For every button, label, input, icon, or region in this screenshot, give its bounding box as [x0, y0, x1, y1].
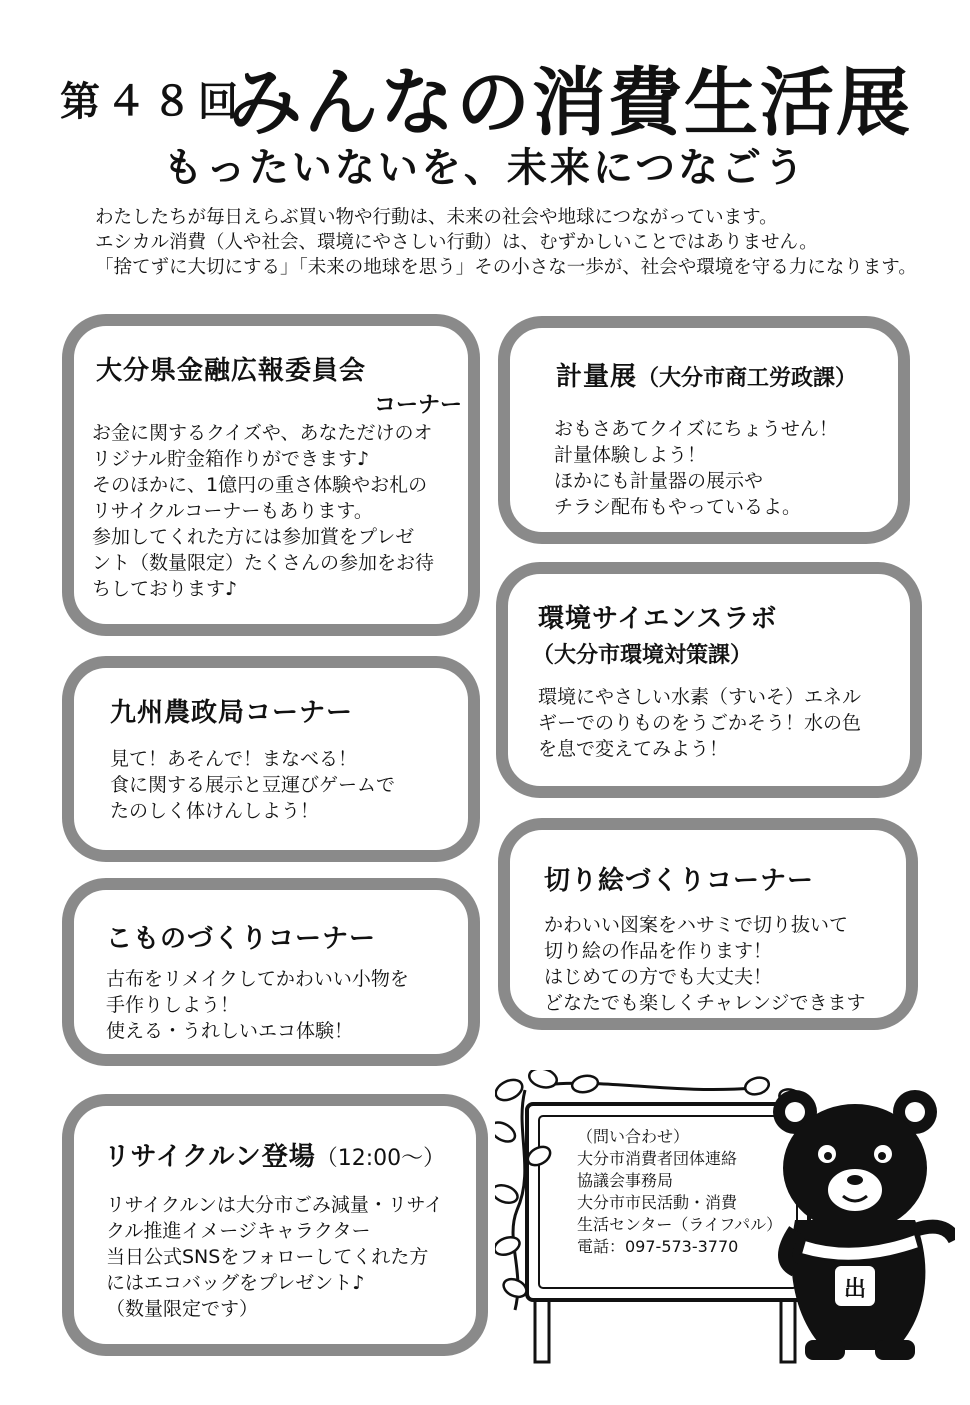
body-line: 参加してくれた方には参加賞をプレゼ — [92, 526, 415, 548]
page-subtitle: もったいないを、未来につなごう — [162, 145, 808, 191]
kyushu-corner-box — [62, 656, 480, 862]
body-line: （数量限定です） — [106, 1298, 259, 1320]
science-lab-dept: （大分市環境対策課） — [532, 643, 753, 668]
komono-corner-box — [62, 878, 480, 1066]
body-line: リサイクルコーナーもあります。 — [92, 500, 373, 522]
kirie-corner-box — [498, 818, 918, 1030]
kyushu-corner-title: 九州農政局コーナー — [110, 698, 354, 728]
intro-line: わたしたちが毎日えらぶ買い物や行動は、未来の社会や地球につながっています。 — [95, 207, 778, 228]
bear-mascot — [773, 1090, 955, 1360]
body-line: かわいい図案をハサミで切り抜いて — [544, 914, 849, 936]
body-line: ちしております♪ — [92, 578, 238, 600]
kirie-corner-body — [544, 912, 865, 1016]
measure-exhibit-dept: （大分市商工労政課） — [637, 366, 858, 391]
measure-exhibit-box — [498, 316, 910, 544]
body-line: 当日公式SNSをフォローしてくれた方 — [106, 1246, 429, 1268]
edition-label: 第４８回 — [60, 79, 244, 125]
contact-line: 大分市消費者団体連絡 — [577, 1149, 738, 1168]
science-lab-box — [496, 562, 922, 798]
body-line: を息で変えてみよう！ — [538, 738, 729, 760]
intro-line: 「捨てずに大切にする」「未来の地球を思う」その小さな一歩が、社会や環境を守る力になります。 — [95, 257, 917, 278]
body-line: ほかにも計量器の展示や — [554, 470, 764, 492]
body-line: 手作りしよう！ — [106, 994, 240, 1016]
body-line: 使える・うれしいエコ体験！ — [106, 1020, 354, 1042]
kirie-corner-title: 切り絵づくりコーナー — [544, 866, 815, 896]
title-row — [60, 38, 940, 146]
finance-corner-title: 大分県金融広報委員会 — [96, 356, 367, 386]
science-lab-title: 環境サイエンスラボ — [538, 604, 778, 634]
measure-exhibit-name: 計量展 — [556, 362, 638, 392]
body-line: たのしく体けんしよう！ — [110, 800, 320, 822]
recyclun-box — [62, 1094, 488, 1356]
body-line: リサイクルンは大分市ごみ減量・リサイ — [106, 1194, 444, 1216]
contact-line: 協議会事務局 — [577, 1171, 674, 1190]
contact-phone: 電話：097-573-3770 — [577, 1237, 739, 1256]
measure-exhibit-body — [554, 416, 838, 520]
body-line: 古布をリメイクしてかわいい小物を — [106, 968, 409, 990]
body-line: どなたでも楽しくチャレンジできます — [544, 992, 866, 1014]
body-line: クル推進イメージキャラクター — [106, 1220, 371, 1242]
intro-text — [95, 205, 955, 280]
body-line: ギーでのりものをうごかそう！水の色 — [538, 712, 862, 734]
contact-line: 大分市市民活動・消費 — [577, 1193, 738, 1212]
intro-line: エシカル消費（人や社会、環境にやさしい行動）は、むずかしいことではありません。 — [95, 232, 818, 253]
finance-corner-box — [62, 314, 480, 636]
recyclun-body — [106, 1192, 443, 1322]
mascot-badge: 出 — [843, 1277, 867, 1302]
body-line: 環境にやさしい水素（すいそ）エネル — [538, 686, 862, 708]
body-line: 食に関する展示と豆運びゲームで — [110, 774, 396, 796]
komono-corner-body — [106, 966, 409, 1044]
kyushu-corner-body — [110, 746, 395, 824]
finance-corner-body — [92, 420, 434, 602]
body-line: チラシ配布もやっているよ。 — [554, 496, 802, 518]
komono-corner-title: こものづくりコーナー — [106, 924, 377, 954]
body-line: お金に関するクイズや、あなただけのオ — [92, 422, 433, 444]
contact-line: 生活センター（ライフパル） — [577, 1215, 783, 1234]
contact-info — [577, 1126, 782, 1258]
body-line: リジナル貯金箱作りができます♪ — [92, 448, 370, 470]
body-line: にはエコバッグをプレゼント♪ — [106, 1272, 365, 1294]
body-line: はじめての方でも大丈夫！ — [544, 966, 773, 988]
recyclun-title — [104, 1136, 445, 1173]
body-line: ント（数量限定）たくさんの参加をお待 — [92, 552, 435, 574]
contact-sign-area — [495, 1070, 955, 1370]
measure-exhibit-title — [556, 356, 857, 393]
recyclun-time: （12:00～） — [315, 1146, 446, 1171]
body-line: おもさあてクイズにちょうせん！ — [554, 418, 838, 440]
contact-line: （問い合わせ） — [577, 1127, 690, 1146]
science-lab-body — [538, 684, 861, 762]
body-line: 切り絵の作品を作ります！ — [544, 940, 773, 962]
recyclun-name: リサイクルン登場 — [104, 1142, 316, 1172]
finance-corner-title-cont: コーナー — [374, 393, 463, 418]
body-line: 計量体験しよう！ — [554, 444, 707, 466]
page-title: みんなの消費生活展 — [228, 60, 912, 146]
body-line: そのほかに、1億円の重さ体験やお札の — [92, 474, 428, 496]
body-line: 見て！あそんで！まなべる！ — [110, 748, 358, 770]
